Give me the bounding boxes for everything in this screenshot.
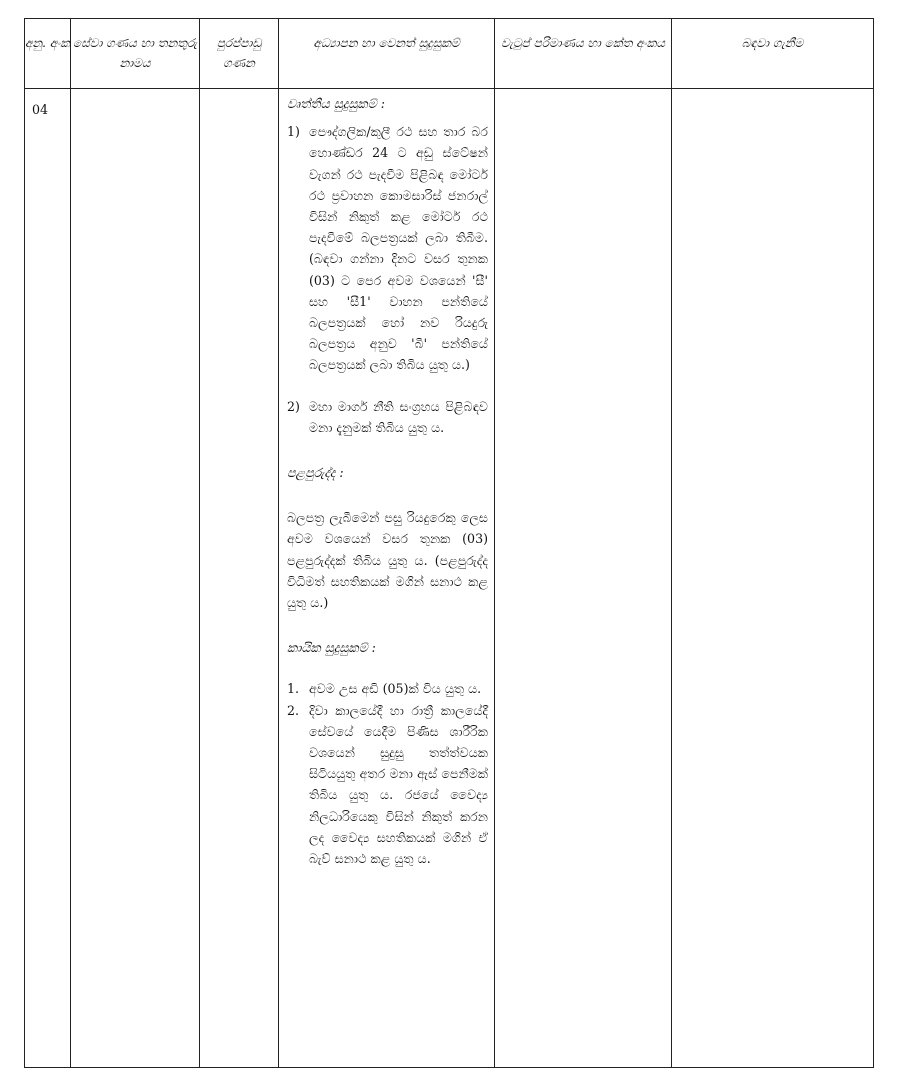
experience-title: පළපුරුද්ද :	[287, 465, 344, 481]
row-service-name	[71, 89, 200, 1068]
header-qualifications: අධ්‍යාපන හා වෙනත් සුදුසුකම්	[279, 19, 495, 89]
professional-item-1	[287, 121, 488, 375]
row-recruitment	[672, 89, 874, 1068]
item-text: මහා මාර්ග නීති සංග්‍රහය පිළිබඳව මනා දැනුමක් තිබිය යුතු ය.	[309, 398, 488, 435]
item-text: අවම උස අඩි (05)ක් විය යුතු ය.	[309, 681, 482, 697]
header-recruitment: බඳවා ගැනීම	[672, 19, 874, 89]
professional-item-2	[287, 396, 488, 438]
item-number: 2)	[287, 398, 300, 414]
item-number: 1.	[287, 681, 300, 697]
item-text: පෞද්ගලික/කුලී රථ සහ තාර බර හොණ්ඩර 24 ට අඩු ස්ටේෂන් වැගන් රථ පැදවීම පිළිබඳ මෝටර් රථ ප්‍රවාහන කොමසාරිස් ජනරාල් විසින් නිකුත් කළ මෝටර් රථ පැදවීමේ බලපත්‍රයක් ලබා තිබීම. (බඳවා ගන්නා දිනට වසර තුනක (03) ට පෙර අවම වශයෙන් 'සී' සහ 'සී1' වාහන පන්තියේ බලපත්‍රයක් හෝ නව රියදුරු බලපත්‍රය අනුව 'බී' පන්තියේ බලපත්‍රයක් ලබා තිබිය යුතු ය.)	[309, 124, 488, 373]
row-salary-scale	[495, 89, 672, 1068]
header-row	[25, 19, 874, 89]
item-text: දිවා කාලයේදී හා රාත්‍රී කාලයේදී සේවයේ යෙදීම පිණිස ශාරීරික වශයෙන් සුදුසු තත්ත්වයක සිටියයුතු අතර මනා ඇස් පෙනීමක් තිබිය යුතු ය. රජයේ වෛද්‍ය නිලධාරියෙකු විසින් නිකුත් කරන ලද වෛද්‍ය සහතිකයක් මගින් ඒ බැව් සනාථ කළ යුතු ය.	[309, 702, 488, 867]
item-number: 1)	[287, 124, 300, 140]
qualifications-table	[24, 18, 874, 1068]
table-row	[25, 89, 874, 1068]
physical-item-2	[287, 700, 488, 870]
row-qualifications	[279, 89, 495, 1068]
item-number: 2.	[287, 702, 300, 718]
physical-item-1	[287, 678, 488, 699]
header-service-name: සේවා ගණය හා තනතුරු නාමය	[71, 19, 200, 89]
experience-text: බලපත්‍ර ලැබීමෙන් පසු රියදුරෙකු ලෙස අවම වශයෙන් වසර තුනක (03) පළපුරුද්දක් තිබිය යුතු ය. (පළපුරුද්ද විධිමත් සහතිකයක් මගින් සනාථ කළ යුතු ය.)	[287, 510, 488, 611]
row-vacancies	[200, 89, 279, 1068]
header-serial-number: අනු. අංක	[25, 19, 71, 89]
professional-qualifications-title: වෘත්තීය සුදුසුකම් :	[287, 96, 385, 111]
header-salary-scale: වැටුප් පරිමාණය හා කේත අංකය	[495, 19, 672, 89]
header-vacancies: පුරප්පාඩු ගණන	[200, 19, 279, 89]
physical-qualifications-title: කායික සුදුසුකම් :	[287, 640, 376, 656]
row-number: 04	[25, 89, 71, 1068]
